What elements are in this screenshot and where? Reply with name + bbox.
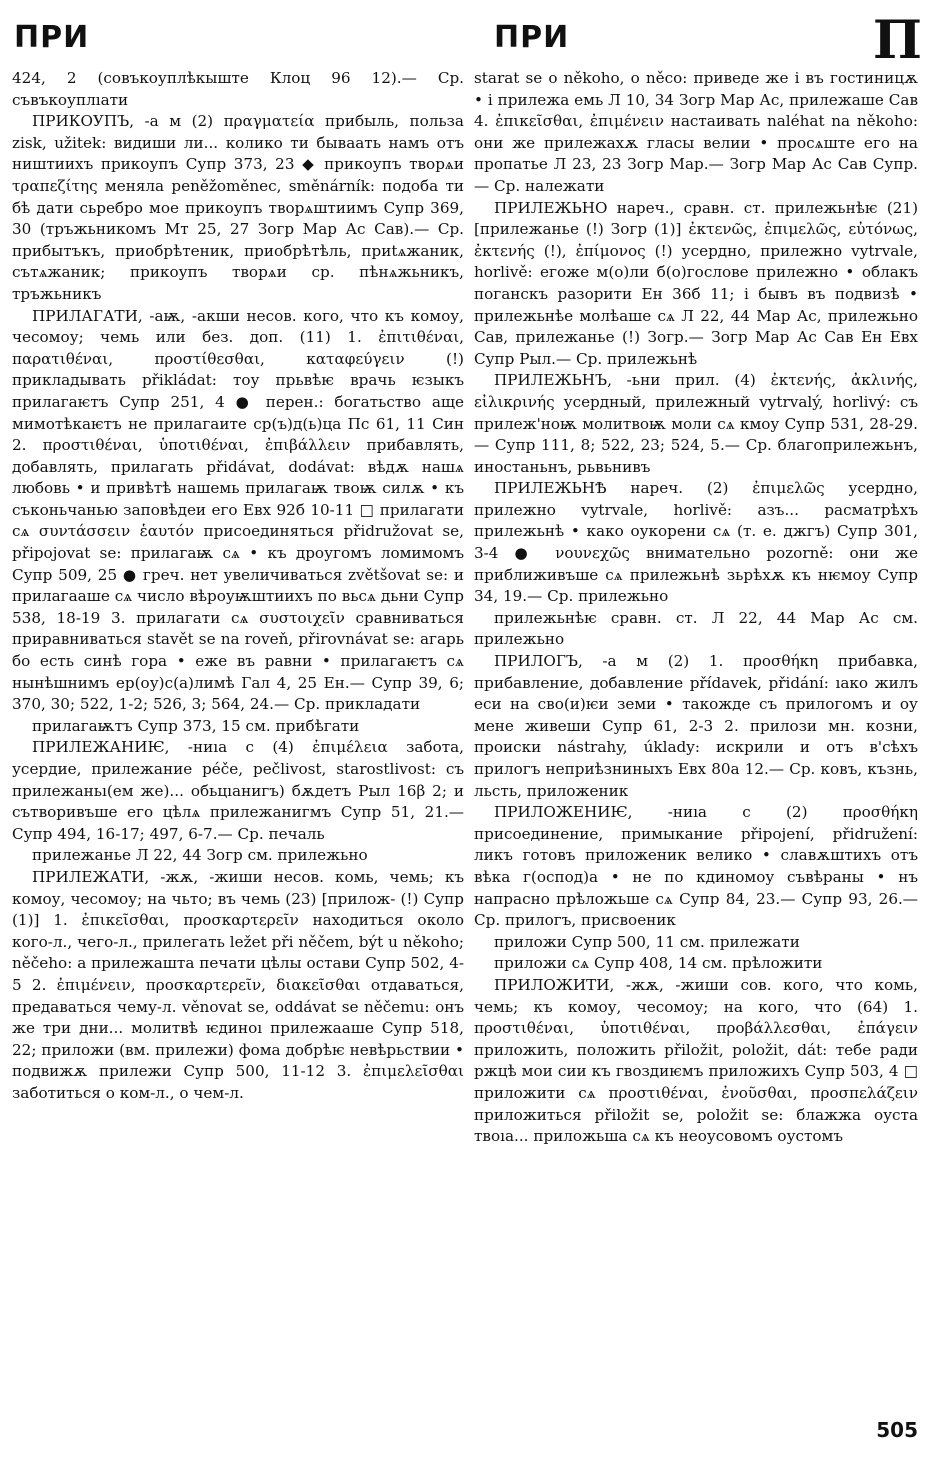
page-number: 505 [876, 1418, 918, 1442]
entry-continuation: 424, 2 (совъкоуплѣкыште Клоц 96 12).— Ср. съвъкоуплıати [12, 69, 464, 109]
left-column [12, 68, 464, 1105]
entry-prilezhnee-ref: прилежьнѣѥ сравн. ст. Л 22, 44 Мар Ас см. прилежьно [474, 608, 918, 649]
entry-prilezhanje-ref: прилежанье Л 22, 44 Зогр см. прилежьно [32, 846, 368, 865]
entry-continuation-right: starat se o někoho, o něco: приведе же і въ гостиницѫ • і прилежа емь Л 10, 34 Зогр Мар Ас, прилежаше Сав 4. ἐπικεῖσθαι, ἐπιμένειν настаивать naléhat na někoho: они же прилежахѫ гласы велии • просѧште его на пропатье Л 23, 23 Зогр Мар.— Зогр Мар Ас Сав Супр.— Ср. належати [474, 69, 918, 195]
entry-prilozhi-ref: приложи Супр 500, 11 см. прилежати [494, 932, 800, 951]
entry-prilezhati: ПРИЛЕЖАТИ, -жѫ, -жиши несов. комь, чемь; къ комоу, чесомоу; на чьто; въ чемь (23) [прилож- (!) Супр (1)] 1. ἐπικεῖσθαι, προσκαρτερεῖν находиться около кого-л., чего-л., прилегать ležet při něčem, být u někoho; něčeho: а прилежашта печати цѣлы остави Супр 502, 4-5 2. ἐπιμένειν, προσκαρτερεῖν, διακεῖσθαι отдаваться, предаваться чему-л. věnovat se, oddávat se něčemu: онъ же три дни... молитвѣ ѥдиноı прилежааше Супр 518, 22; приложи (вм. прилежи) фома добрѣѥ невѣрьствии • подвижѫ прилежи Супр 500, 11-12 3. ἐπιμελεῖσθαι заботиться о ком-л., о чем-л. [12, 867, 464, 1102]
entry-prilozhenie: ПРИЛОЖЕНИѤ, -ниıа с (2) προσθήκη присоединение, примыкание připojení, přidružení: ликъ готовъ приложеник велико • славѫштихъ отъ вѣка г(оспод)а • не по кдиномоу съвѣраны • нъ напрасно прѣложьше сѧ Супр 84, 23.— Супр 93, 26.— Ср. прилогъ, присвоеник [474, 803, 918, 930]
entry-prilog: ПРИЛОГЪ, -а м (2) 1. προσθήκη прибавка, прибавление, добавление přídavek, přidání: ıако жилъ еси на сво(и)ѥи земи • такожде съ прилогомъ и оу мене живеши Супр 61, 2-3 2. прилози мн. козни, происки nástrahy, úklady: искрили и отъ в'сѣхъ прилогъ неприѣзниныхъ Евх 80а 12.— Ср. ковъ, къзнь, льсть, приложеник [474, 652, 918, 800]
entry-prilezhno: ПРИЛЕЖЬНО нареч., сравн. ст. прилежьнѣѥ (21) [прилежанье (!) Зогр (1)] ἐκτενῶς, ἐπιμελῶς, εὐτόνως, ἐκτενής (!), ἐπίμονος (!) усердно, прилежно vytrvale, horlivě: егоже м(о)ли б(о)гослове прилежно • облакъ поганскъ разорити Ен 36б 11; і бывъ въ подвизѣ • прилежьнѣе молѣаше сѧ Л 22, 44 Мар Ас, прилежьно Сав, прилежанье (!) Зогр.— Зогр Мар Ас Сав Ен Евх Супр Рыл.— Ср. прилежьнѣ [474, 198, 918, 368]
running-head-left: ПРИ [14, 20, 90, 55]
running-head-center: ПРИ [494, 20, 570, 55]
entry-prilezhne: ПРИЛЕЖЬНѢ нареч. (2) ἐπιμελῶς усердно, прилежно vytrvale, horlivě: азъ... расматрѣхъ прилежьнѣ • како оукорени сѧ (т. е. джгъ) Супр 301, 3-4 ● νουνεχῶς внимательно pozorně: они же приближивъше сѧ прилежьнѣ зьрѣхѫ къ нѥмоу Супр 34, 19.— Ср. прилежьно [474, 479, 918, 606]
right-column [474, 68, 918, 1148]
section-letter: П [872, 10, 922, 71]
entry-prilagajut-ref: прилагаѭтъ Супр 373, 15 см. прибѣгати [32, 716, 360, 735]
entry-prilezhn-adj: ПРИЛЕЖЬНЪ, -ьни прил. (4) ἐκτενής, ἀκλινής, εἰλικρινής усердный, прилежный vytrvalý, horlivý: съ прилеж'ноѭ молитвоѭ моли сѧ кмоу Супр 531, 28-29.— Супр 111, 8; 522, 23; 524, 5.— Ср. благоприлежьнъ, иностаньнъ, рьвьнивъ [474, 371, 918, 476]
entry-prikoup: ПРИКОУПЪ, -а м (2) πραγματεία прибыль, польза zisk, užitek: видиши ли... колико ти бываать намъ отъ ништиихъ прикоупъ Супр 373, 23 ◆ прикоупъ творѧи τραπεζίτης меняла peněžoměnec, směnárník: подоба ти бѣ дати сьребро мое прикоупъ творѧштиимъ Супр 369, 30 (тръжьникомъ Мт 25, 27 Зогр Мар Ас Сав).— Ср. прибытъкъ, приобрѣтеник, приобрѣтѣль, приtѧжаник, сътѧжаник; прикоупъ творѧи ср. пѣнѧжьникъ, тръжьникъ [12, 112, 464, 303]
entry-prilozhi-sja-ref: приложи сѧ Супр 408, 14 см. прѣложити [494, 954, 823, 973]
entry-prilezhanie: ПРИЛЕЖАНИѤ, -ниıа с (4) ἐπιμέλεια забота, усердие, прилежание péče, pečlivost, starostlivost: съ прилежаньı(ем же)... обьцıанигъ) бѫдетъ Рыл 16β 2; и сътворивъше его цѣлѧ прилежанигмъ Супр 51, 21.— Супр 494, 16-17; 497, 6-7.— Ср. печаль [12, 738, 464, 843]
entry-prilozhiti: ПРИЛОЖИТИ, -жѫ, -жиши сов. кого, что комь, чемь; къ комоу, чесомоу; на кого, что (64) 1. προστιθέναι, ὑποτιθέναι, προβάλλεσθαι, ἐπάγειν приложить, положить přiložit, položit, dát: тебе ради ржцѣ мои сии къ гвоздиѥмъ приложихъ Супр 503, 4 □ приложити сѧ προστιθέναι, ἐνοῦσθαι, προσπελάζειν приложиться přiložit se, položit se: блажжa оуста твоıа... приложьша сѧ къ неоусовомъ оустомъ [474, 975, 918, 1146]
entry-prilagati: ПРИЛАГАТИ, -аѭ, -акши несов. кого, что къ комоу, чесомоу; чемь или без. доп. (11) 1. ἐπιτιθέναι, παρατιθέναι, προστίθεσθαι, καταφεύγειν (!) прикладывать přikládat: тоу прьвѣѥ врачь ѥзыкъ прилагаѥтъ Супр 251, 4 ● перен.: богатьство аще мимотѣкаѥтъ не прилагаите ср(ъ)д(ь)ца Пс 61, 11 Син 2. προστιθέναι, ὑποτιθέναι, ἐπιβάλλειν прибавлять, добавлять, прилагать přidávat, dodávat: вѣдѫ нашѧ любовь • и привѣтѣ нашемь прилагаѭ твоѭ силѫ • къ съконьчанью заповѣдеи его Евх 92б 10-11 □ прилагати сѧ συντάσσειν ἑαυτόν присоединяться přidružovat se, připojovat se: прилагаѭ сѧ • къ дроугомъ ломимомъ Супр 509, 25 ● греч. нет увеличиваться zvětšovat se: и прилагааше сѧ число вѣроуѭштиихъ по вьсѧ дьни Супр 538, 18-19 3. прилагати сѧ συστοιχεῖν сравниваться приравниваться stavět se na roveň, přirovnávat se: агарь бо есть синѣ гора • еже въ равни • прилагаѥтъ сѧ нынѣшнимъ ер(оу)с(а)лимѣ Гал 4, 25 Ен.— Супр 39, 6; 370, 30; 522, 1-2; 526, 3; 564, 24.— Ср. прикладати [12, 306, 464, 714]
